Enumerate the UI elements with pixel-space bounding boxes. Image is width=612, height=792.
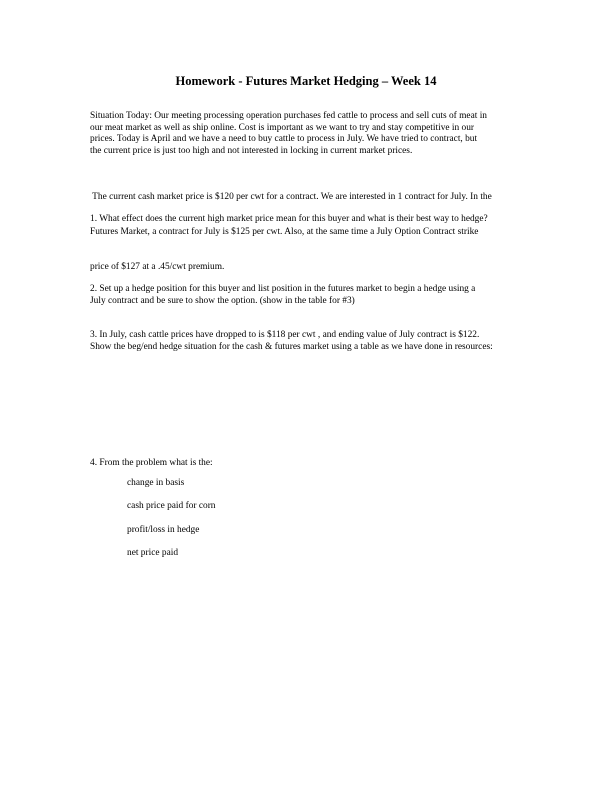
question-2-line: July contract and be sure to show the option. (show in the table for #3) bbox=[90, 295, 355, 306]
question-3-line: Show the beg/end hedge situation for the cash & futures market using a table as we have done in resources: bbox=[90, 341, 493, 352]
question-3-line: 3. In July, cash cattle prices have dropped to is $118 per cwt , and ending value of July contract is $122. bbox=[90, 330, 480, 340]
situation-line: the current price is just too high and not interested in locking in current market prices. bbox=[90, 145, 413, 156]
question-2 bbox=[90, 284, 530, 307]
question-4 bbox=[90, 458, 530, 470]
question-4-intro: 4. From the problem what is the: bbox=[90, 458, 213, 468]
market-line: The current cash market price is $120 per cwt for a contract. We are interested in 1 contract for July. In the bbox=[90, 192, 492, 203]
question-1 bbox=[90, 214, 530, 226]
situation-line: prices. Today is April and we have a need to buy cattle to process in July. We have tried to contract, but bbox=[90, 134, 478, 145]
situation-line: Situation Today: Our meeting processing operation purchases fed cattle to process and sell cuts of meat in bbox=[90, 111, 487, 121]
q4-item-net-price-paid: net price paid bbox=[127, 548, 179, 558]
situation-paragraph bbox=[90, 111, 530, 157]
market-line: Futures Market, a contract for July is $125 per cwt. Also, at the same time a July Option Contract strike bbox=[90, 226, 479, 237]
page-title: Homework - Futures Market Hedging – Week 14 bbox=[175, 74, 437, 88]
market-line: price of $127 at a .45/cwt premium. bbox=[90, 261, 225, 272]
question-3 bbox=[90, 330, 530, 353]
question-1-text: 1. What effect does the current high market price mean for this buyer and what is their best way to hedge? bbox=[90, 214, 488, 224]
q4-item-change-in-basis: change in basis bbox=[127, 478, 185, 488]
question-2-line: 2. Set up a hedge position for this buyer and list position in the futures market to begin a hedge using a bbox=[90, 284, 476, 294]
q4-item-profit-loss: profit/loss in hedge bbox=[127, 525, 200, 535]
market-paragraph bbox=[90, 169, 530, 297]
situation-line: our meat market as well as ship online. Cost is important as we want to try and stay competitive in our bbox=[90, 122, 475, 133]
q4-item-cash-price-paid: cash price paid for corn bbox=[127, 501, 216, 511]
